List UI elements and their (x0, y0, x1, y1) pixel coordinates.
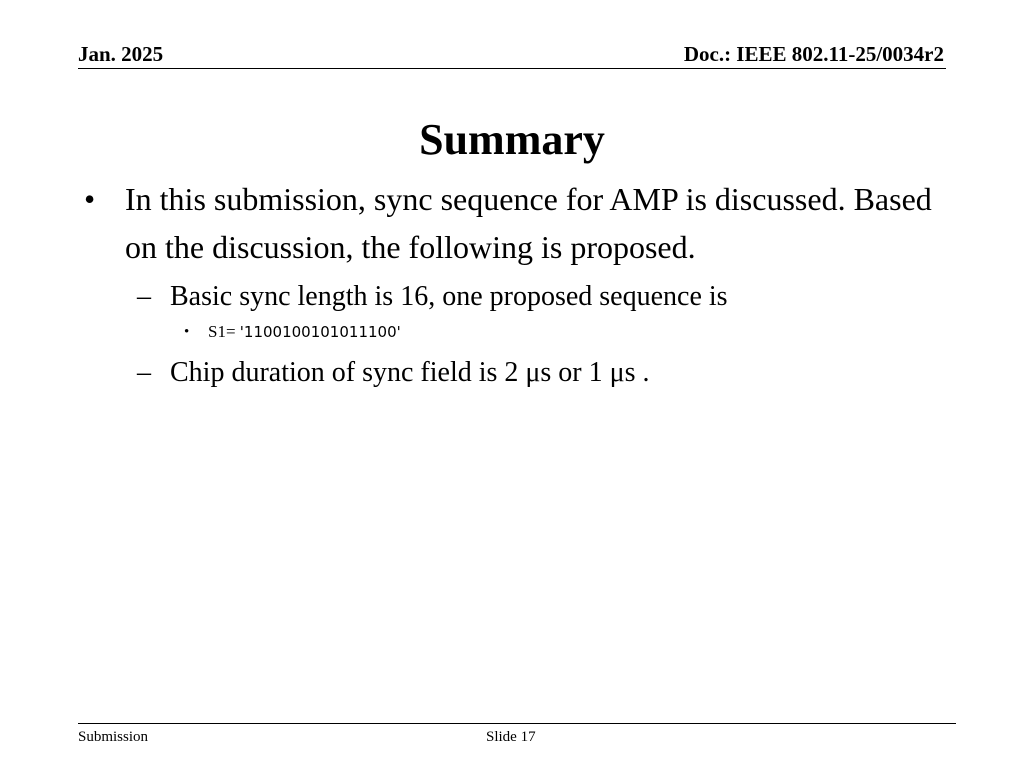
bullet-level3 (80, 317, 940, 347)
bullet-level1 (80, 175, 940, 271)
sequence-label: S1= (208, 322, 236, 341)
slide-title: Summary (419, 115, 605, 164)
footer-divider (78, 723, 956, 724)
slide-body (80, 175, 940, 393)
sequence-value: '1100100101011100' (239, 323, 401, 341)
bullet-dot-icon: • (84, 181, 96, 217)
dash-bullet-icon: – (137, 281, 151, 312)
footer-slide-number: Slide 17 (486, 729, 536, 745)
bullet-dot-icon: • (184, 324, 190, 340)
bullet-level2 (80, 277, 940, 317)
footer-submission: Submission (78, 729, 149, 745)
header-date: Jan. 2025 (78, 42, 164, 66)
header-divider (78, 68, 946, 69)
dash-bullet-icon: – (137, 357, 151, 388)
bullet-level2 (80, 353, 940, 393)
bullet-text: In this submission, sync sequence for AMP is discussed. Based on the discussion, the following is proposed. (125, 181, 932, 265)
header-doc-id: Doc.: IEEE 802.11-25/0034r2 (683, 42, 944, 66)
bullet-text: Basic sync length is 16, one proposed sequence is (170, 281, 728, 312)
bullet-text: Chip duration of sync field is 2 μs or 1 μs . (170, 357, 650, 388)
